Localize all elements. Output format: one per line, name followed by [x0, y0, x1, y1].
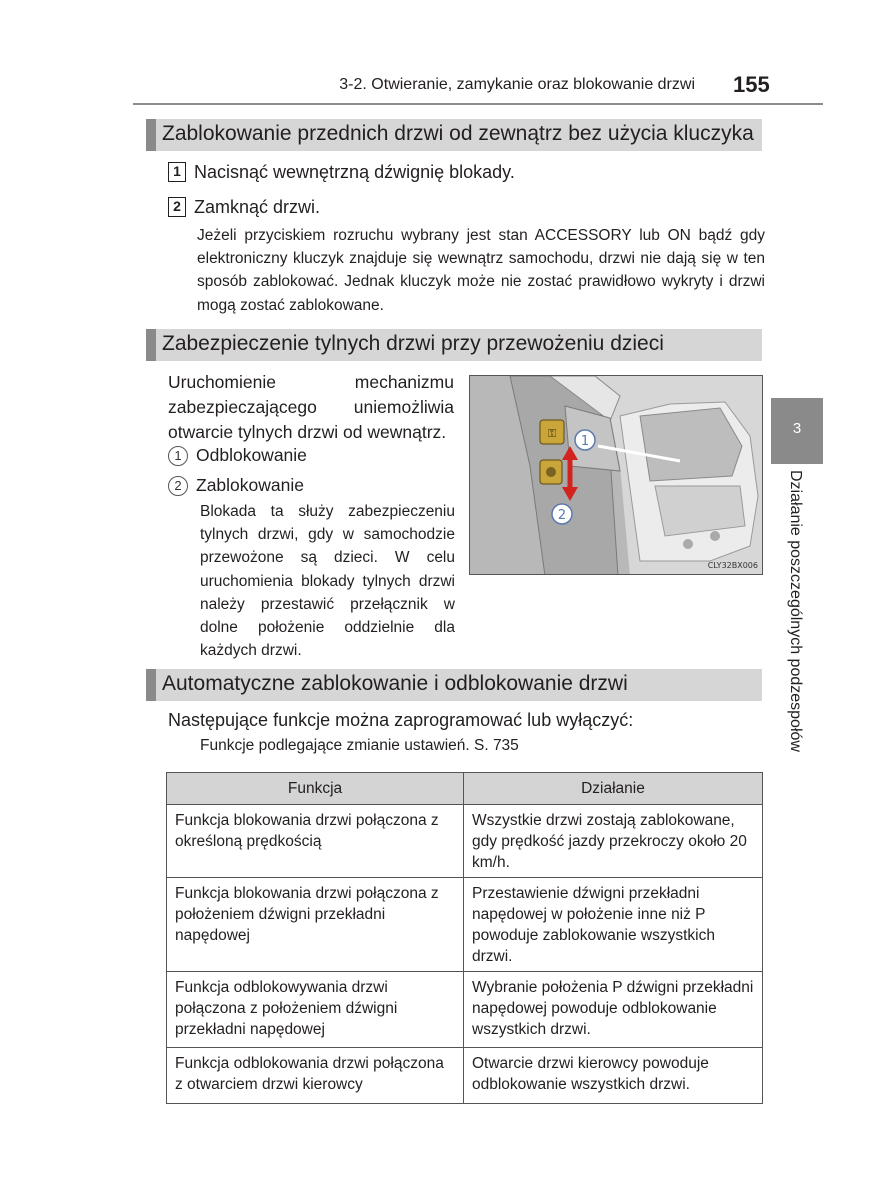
- svg-text:⚿: ⚿: [547, 427, 557, 440]
- item-text: Odblokowanie: [196, 445, 307, 465]
- section-accent: [146, 119, 156, 151]
- step-number: 1: [168, 162, 186, 182]
- callout-1: 1: [580, 434, 590, 449]
- child-lock-illustration: [469, 375, 763, 575]
- column-header-function: Funkcja: [167, 773, 464, 805]
- step-text: Nacisnąć wewnętrzną dźwignię blokady.: [194, 162, 515, 182]
- function-table: [166, 772, 763, 1104]
- table-row: [167, 805, 763, 878]
- column-header-operation: Działanie: [464, 773, 763, 805]
- section-accent: [146, 329, 156, 361]
- section1-note: Jeżeli przyciskiem rozruchu wybrany jest stan ACCESSORY lub ON bądź gdy elektroniczny kluczyk znajduje się wewnątrz samochodu, drzwi nie dają się w ten sposób zablokować. Jednak kluczyk może nie zostać prawidłowo wykryty i drzwi mogą zostać zablokowane.: [197, 227, 765, 314]
- child-lock-note: Blokada ta służy zabezpieczeniu tylnych drzwi, gdy w samochodzie przewożone są dzieci. W celu uruchomienia blokady tylnych drzwi należy przestawić przełącznik w dolne położenie oddzielnie dla każdych drzwi.: [200, 503, 455, 660]
- step-2: [168, 197, 320, 218]
- function-cell: Funkcja odblokowania drzwi połączona z otwarciem drzwi kierowcy: [167, 1048, 464, 1104]
- function-cell: Funkcja blokowania drzwi połączona z położeniem dźwigni przekładni napędowej: [167, 878, 464, 972]
- chapter-title: 3-2. Otwieranie, zamykanie oraz blokowanie drzwi: [339, 76, 695, 93]
- table-row: [167, 878, 763, 972]
- operation-cell: Otwarcie drzwi kierowcy powoduje odblokowanie wszystkich drzwi.: [464, 1048, 763, 1104]
- section-heading-auto-lock: [146, 669, 762, 701]
- header-divider: [133, 103, 823, 105]
- table-header-row: [167, 773, 763, 805]
- section-title: Zablokowanie przednich drzwi od zewnątrz bez użycia kluczyka: [162, 122, 754, 145]
- step-1: [168, 162, 515, 183]
- chapter-tab-label: Działanie poszczególnych podzespołów: [787, 470, 804, 752]
- door-illustration: [470, 376, 763, 575]
- function-cell: Funkcja blokowania drzwi połączona z określoną prędkością: [167, 805, 464, 878]
- step-number: 2: [168, 197, 186, 217]
- figure-code: CLY32BX006: [707, 561, 758, 570]
- auto-lock-subnote: Funkcje podlegające zmianie ustawień. S. 735: [200, 737, 519, 754]
- operation-cell: Wybranie położenia P dźwigni przekładni napędowej powoduje odblokowanie wszystkich drzwi.: [464, 972, 763, 1048]
- chapter-tab-number: 3: [792, 420, 802, 437]
- operation-cell: Wszystkie drzwi zostają zablokowane, gdy prędkość jazdy przekroczy około 20 km/h.: [464, 805, 763, 878]
- item-lock: [168, 475, 304, 496]
- function-cell: Funkcja odblokowywania drzwi połączona z położeniem dźwigni przekładni napędowej: [167, 972, 464, 1048]
- section-title: Automatyczne zablokowanie i odblokowanie drzwi: [162, 672, 628, 695]
- section-accent: [146, 669, 156, 701]
- item-number: 2: [168, 476, 188, 496]
- page-header: [0, 72, 877, 102]
- callout-2: 2: [557, 508, 567, 523]
- section-heading-front-door-lock: [146, 119, 762, 151]
- item-unlock: [168, 445, 307, 466]
- section-title: Zabezpieczenie tylnych drzwi przy przewożeniu dzieci: [162, 332, 664, 355]
- child-lock-intro: Uruchomienie mechanizmu zabezpieczającego uniemożliwia otwarcie tylnych drzwi od wewnątrz.: [168, 372, 454, 442]
- item-number: 1: [168, 446, 188, 466]
- page-number: 155: [733, 72, 770, 97]
- table-row: [167, 1048, 763, 1104]
- chapter-tab: [771, 398, 823, 464]
- section-heading-child-lock: [146, 329, 762, 361]
- operation-cell: Przestawienie dźwigni przekładni napędowej w położenie inne niż P powoduje zablokowanie wszystkich drzwi.: [464, 878, 763, 972]
- table-row: [167, 972, 763, 1048]
- step-text: Zamknąć drzwi.: [194, 197, 321, 217]
- item-text: Zablokowanie: [196, 475, 304, 495]
- auto-lock-intro: Następujące funkcje można zaprogramować lub wyłączyć:: [168, 710, 634, 730]
